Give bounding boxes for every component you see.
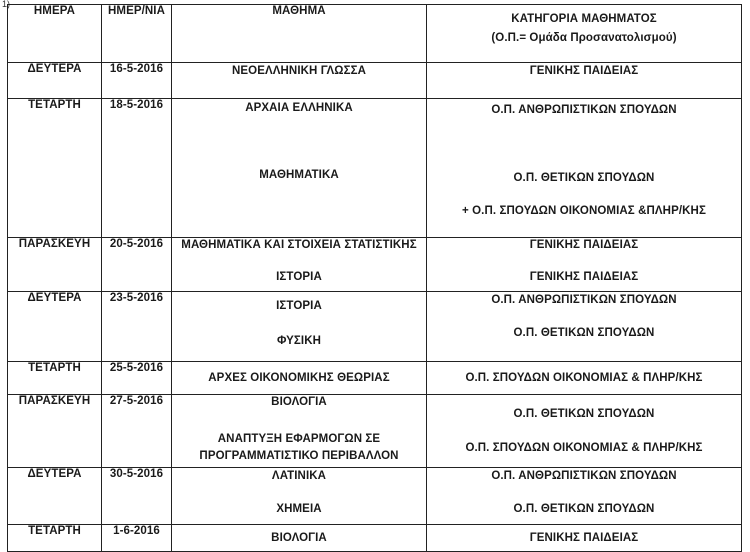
subject-cell	[172, 99, 427, 238]
category-text: Ο.Π. ΘΕΤΙΚΩΝ ΣΠΟΥΔΩΝ	[513, 327, 655, 339]
subject-text: ΦΥΣΙΚΗ	[276, 335, 322, 347]
day-cell: ΔΕΥΤΕΡΑ	[8, 63, 102, 99]
category-text: ΓΕΝΙΚΗΣ ΠΑΙΔΕΙΑΣ	[529, 271, 639, 283]
category-text: Ο.Π. ΣΠΟΥΔΩΝ ΟΙΚΟΝΟΜΙΑΣ & ΠΛΗΡ/ΚΗΣ	[465, 442, 703, 454]
day-cell: ΤΕΤΑΡΤΗ	[8, 362, 102, 395]
category-cell	[427, 395, 742, 468]
table-row	[8, 292, 742, 362]
date-cell: 27-5-2016	[102, 395, 172, 468]
subject-cell	[172, 395, 427, 468]
subject-text: ΙΣΤΟΡΙΑ	[276, 300, 322, 312]
subject-text: ΜΑΘΗΜΑΤΙΚΑ ΚΑΙ ΣΤΟΙΧΕΙΑ ΣΤΑΤΙΣΤΙΚΗΣ	[181, 239, 417, 251]
day-cell: ΔΕΥΤΕΡΑ	[8, 292, 102, 362]
category-text: ΓΕΝΙΚΗΣ ΠΑΙΔΕΙΑΣ	[529, 532, 639, 544]
subject-cell	[172, 362, 427, 395]
header-category	[427, 5, 742, 63]
category-cell	[427, 99, 742, 238]
category-text: Ο.Π. ΑΝΘΡΩΠΙΣΤΙΚΩΝ ΣΠΟΥΔΩΝ	[491, 104, 677, 116]
header-day: ΗΜΕΡΑ	[8, 5, 102, 63]
header-date: ΗΜΕΡ/ΝΙΑ	[102, 5, 172, 63]
subject-text: ΑΡΧΕΣ ΟΙΚΟΝΟΜΙΚΗΣ ΘΕΩΡΙΑΣ	[208, 372, 390, 384]
header-category-note: (Ο.Π.= Ομάδα Προσανατολισμού)	[491, 32, 677, 44]
subject-cell	[172, 525, 427, 552]
date-cell: 25-5-2016	[102, 362, 172, 395]
subject-text: ΒΙΟΛΟΓΙΑ	[271, 396, 327, 408]
table-row	[8, 238, 742, 292]
category-text: ΓΕΝΙΚΗΣ ΠΑΙΔΕΙΑΣ	[529, 239, 639, 251]
day-cell: ΤΕΤΑΡΤΗ	[8, 525, 102, 552]
date-cell: 23-5-2016	[102, 292, 172, 362]
subject-text: ΧΗΜΕΙΑ	[276, 503, 322, 515]
table-row	[8, 468, 742, 525]
table-row	[8, 395, 742, 468]
table-row	[8, 63, 742, 99]
day-cell: ΠΑΡΑΣΚΕΥΗ	[8, 395, 102, 468]
subject-text: ΒΙΟΛΟΓΙΑ	[271, 532, 327, 544]
day-cell: ΔΕΥΤΕΡΑ	[8, 468, 102, 525]
date-cell: 16-5-2016	[102, 63, 172, 99]
category-text: + Ο.Π. ΣΠΟΥΔΩΝ ΟΙΚΟΝΟΜΙΑΣ &ΠΛΗΡ/ΚΗΣ	[462, 205, 706, 217]
subject-text: ΠΡΟΓΡΑΜΜΑΤΙΣΤΙΚΟ ΠΕΡΙΒΑΛΛΟΝ	[199, 450, 399, 462]
day-cell: ΠΑΡΑΣΚΕΥΗ	[8, 238, 102, 292]
subject-cell	[172, 468, 427, 525]
category-cell	[427, 292, 742, 362]
date-cell: 30-5-2016	[102, 468, 172, 525]
category-cell	[427, 525, 742, 552]
table-row	[8, 362, 742, 395]
subject-cell	[172, 63, 427, 99]
header-row	[8, 5, 742, 63]
subject-text: ΜΑΘΗΜΑΤΙΚΑ	[259, 169, 339, 181]
category-text: Ο.Π. ΘΕΤΙΚΩΝ ΣΠΟΥΔΩΝ	[513, 172, 655, 184]
category-text: Ο.Π. ΑΝΘΡΩΠΙΣΤΙΚΩΝ ΣΠΟΥΔΩΝ	[491, 294, 677, 306]
subject-text: ΝΕΟΕΛΛΗΝΙΚΗ ΓΛΩΣΣΑ	[232, 65, 366, 77]
category-text: ΓΕΝΙΚΗΣ ΠΑΙΔΕΙΑΣ	[529, 65, 639, 77]
day-cell: ΤΕΤΑΡΤΗ	[8, 99, 102, 238]
subject-cell	[172, 292, 427, 362]
category-cell	[427, 362, 742, 395]
category-cell	[427, 468, 742, 525]
date-cell: 1-6-2016	[102, 525, 172, 552]
subject-text: ΑΡΧΑΙΑ ΕΛΛΗΝΙΚΑ	[245, 102, 353, 114]
date-cell: 20-5-2016	[102, 238, 172, 292]
category-text: Ο.Π. ΣΠΟΥΔΩΝ ΟΙΚΟΝΟΜΙΑΣ & ΠΛΗΡ/ΚΗΣ	[465, 372, 703, 384]
category-text: Ο.Π. ΘΕΤΙΚΩΝ ΣΠΟΥΔΩΝ	[513, 408, 655, 420]
category-cell	[427, 238, 742, 292]
header-category-title: ΚΑΤΗΓΟΡΙΑ ΜΑΘΗΜΑΤΟΣ	[511, 13, 657, 25]
exam-schedule-table	[7, 4, 742, 552]
table-row	[8, 525, 742, 552]
subject-text: ΑΝΑΠΤΥΞΗ ΕΦΑΡΜΟΓΩΝ ΣΕ	[217, 433, 381, 445]
date-cell: 18-5-2016	[102, 99, 172, 238]
category-cell	[427, 63, 742, 99]
table-row	[8, 99, 742, 238]
subject-text: ΙΣΤΟΡΙΑ	[276, 271, 322, 283]
header-subject: ΜΑΘΗΜΑ	[172, 5, 427, 63]
corner-mark: 1)	[2, 0, 11, 9]
category-text: Ο.Π. ΘΕΤΙΚΩΝ ΣΠΟΥΔΩΝ	[513, 503, 655, 515]
subject-text: ΛΑΤΙΝΙΚΑ	[271, 470, 327, 482]
category-text: Ο.Π. ΑΝΘΡΩΠΙΣΤΙΚΩΝ ΣΠΟΥΔΩΝ	[491, 470, 677, 482]
subject-cell	[172, 238, 427, 292]
